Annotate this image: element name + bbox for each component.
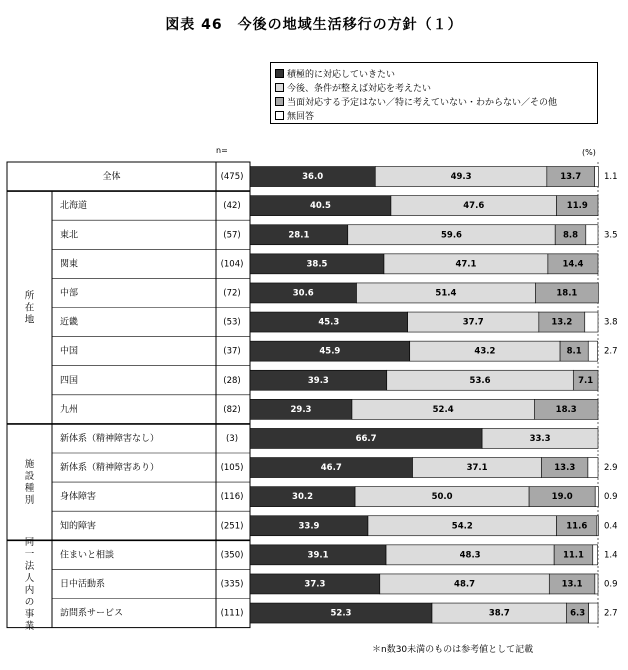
row-label: 全体 [102,172,121,183]
data-label: 47.1 [455,259,477,270]
bar-segment [585,312,598,332]
row-label: 四国 [60,375,79,386]
data-label: 36.0 [302,172,324,183]
row-n: (251) [220,521,244,532]
data-label: 18.1 [556,288,578,299]
bar-segment [588,458,598,478]
row-n: (72) [223,288,241,299]
data-label-no-answer: 3.8 [604,317,618,328]
row-label: 知的障害 [60,521,97,532]
bar-segment [595,167,599,187]
data-label: 33.9 [298,521,320,532]
row-label: 東北 [60,230,79,241]
row-label: 身体障害 [60,492,97,503]
data-label-no-answer: 1.4 [604,550,618,561]
data-label: 13.1 [561,579,583,590]
row-n: (53) [223,317,241,328]
row-label: 日中活動系 [60,579,106,590]
data-label: 37.7 [462,317,484,328]
bar-segment [595,487,598,507]
data-label: 53.6 [469,375,491,386]
data-label: 47.6 [463,201,485,212]
data-label: 13.7 [560,172,582,183]
data-label: 43.2 [474,346,496,357]
data-label: 45.9 [319,346,341,357]
data-label-no-answer: 0.9 [604,492,618,503]
row-n: (42) [223,201,241,212]
data-label: 11.1 [562,550,584,561]
data-label: 50.0 [431,492,453,503]
data-label: 6.3 [570,608,586,619]
data-label: 8.8 [562,230,579,241]
row-n: (350) [220,550,244,561]
data-label-no-answer: 0.4 [604,521,618,532]
data-label: 46.7 [320,463,342,474]
data-label: 45.3 [318,317,340,328]
data-label: 30.6 [292,288,314,299]
data-label: 66.7 [355,433,377,444]
data-label: 51.4 [435,288,457,299]
row-n: (82) [223,404,241,415]
data-label: 11.9 [566,201,588,212]
data-label: 19.0 [551,492,573,503]
row-n: (104) [220,259,244,270]
data-label: 38.7 [488,608,510,619]
data-label-no-answer: 2.9 [604,463,618,474]
data-label: 38.5 [306,259,328,270]
data-label: 59.6 [440,230,462,241]
bar-segment [586,225,598,245]
row-n: (335) [220,579,244,590]
row-label: 九州 [60,404,79,415]
data-label: 48.3 [459,550,481,561]
legend-label: 無回答 [287,111,315,122]
row-label: 関東 [60,259,79,270]
data-label: 30.2 [292,492,314,503]
row-label: 住まいと相談 [60,550,115,561]
legend-label: 積極的に対応していきたい [287,69,396,80]
data-label: 40.5 [309,201,331,212]
data-label: 13.3 [554,463,576,474]
data-label: 37.1 [466,463,488,474]
bar-segment [597,516,598,536]
data-label-no-answer: 0.9 [604,579,618,590]
chart-title: 図表 46 今後の地域生活移行の方針（１） [165,17,463,33]
data-label-no-answer: 2.7 [604,346,618,357]
data-label: 48.7 [454,579,476,590]
row-n: (3) [225,433,239,444]
data-label: 49.3 [450,172,472,183]
percent-unit: (%) [582,148,596,157]
data-label: 28.1 [288,230,310,241]
footnote: ＊n数30未満のものは参考値として記載 [372,645,534,655]
data-label: 52.3 [330,608,352,619]
row-label: 訪問系サービス [60,608,124,619]
group-label: 施設種別 [24,458,35,506]
data-label: 54.2 [451,521,473,532]
data-label: 52.4 [432,404,454,415]
group-label: 同一法人内の事業 [24,536,35,632]
bar-segment [595,574,598,594]
data-label: 33.3 [529,433,551,444]
row-n: (57) [223,230,241,241]
bar-segment [589,603,598,623]
data-label-no-answer: 2.7 [604,608,618,619]
row-n: (475) [220,172,244,183]
bar-segment [593,545,598,565]
data-label-no-answer: 3.5 [604,230,618,241]
n-header: n= [216,146,228,155]
row-label: 新体系（精神障害あり） [60,463,160,474]
row-n: (105) [220,463,244,474]
row-n: (116) [220,492,244,503]
data-label: 29.3 [290,404,312,415]
row-label: 中国 [60,346,79,357]
bar-segment [588,341,597,361]
row-n: (37) [223,346,241,357]
data-label: 18.3 [555,404,577,415]
data-label: 7.1 [578,375,594,386]
data-label: 37.3 [304,579,326,590]
data-label: 13.2 [551,317,573,328]
row-label: 北海道 [60,201,88,212]
row-n: (28) [223,375,241,386]
group-label: 所在地 [24,290,35,325]
data-label: 39.3 [307,375,329,386]
data-label: 8.1 [566,346,582,357]
data-label-no-answer: 1.1 [604,172,618,183]
data-label: 39.1 [307,550,329,561]
legend-label: 当面対応する予定はない／特に考えていない・わからない／その他 [287,97,558,108]
row-label: 近畿 [60,317,79,328]
data-label: 14.4 [562,259,584,270]
data-label: 11.6 [566,521,588,532]
legend-label: 今後、条件が整えば対応を考えたい [287,83,432,94]
row-label: 新体系（精神障害なし） [60,433,160,444]
row-n: (111) [220,608,244,619]
row-label: 中部 [60,288,79,299]
